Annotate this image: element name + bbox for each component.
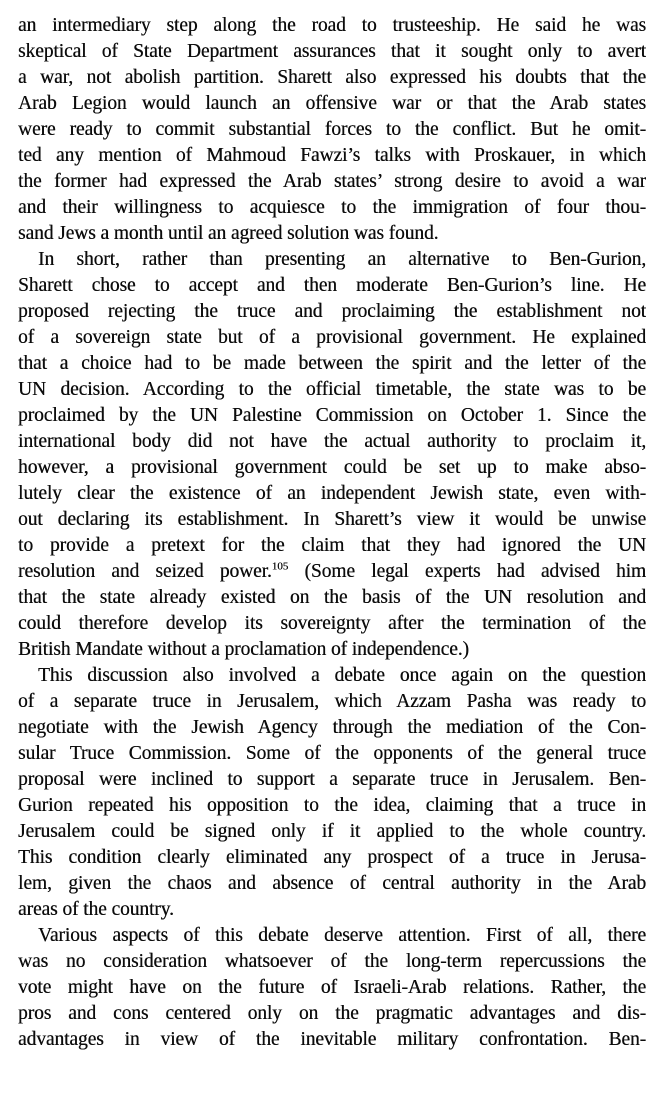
text-line: out declaring its establishment. In Sharett’s view it would be unwise [18, 509, 646, 530]
text-line: Sharett chose to accept and then moderate Ben-Gurion’s line. He [18, 275, 646, 296]
text-segment: resolution and seized power. [18, 561, 272, 582]
footnote-ref: 105 [271, 560, 289, 573]
text-line: In short, rather than presenting an alternative to Ben-Gurion, [38, 249, 646, 270]
text-line: proposal were inclined to support a separate truce in Jerusalem. Ben- [18, 769, 646, 790]
text-line-with-footnote-ref [18, 559, 646, 585]
text-line: skeptical of State Department assurances that it sought only to avert [18, 41, 646, 62]
text-line: however, a provisional government could be set up to make abso- [18, 457, 646, 478]
text-line: was no consideration whatsoever of the long-term repercussions the [18, 951, 646, 972]
text-line: proclaimed by the UN Palestine Commission on October 1. Since the [18, 405, 646, 426]
paragraph [18, 247, 646, 663]
text-line: of a separate truce in Jerusalem, which Azzam Pasha was ready to [18, 691, 646, 712]
text-line: that a choice had to be made between the spirit and the letter of the [18, 353, 646, 374]
text-line: advantages in view of the inevitable military confrontation. Ben- [18, 1029, 646, 1050]
text-line: could therefore develop its sovereignty after the termination of the [18, 613, 646, 634]
text-line: Gurion repeated his opposition to the idea, claiming that a truce in [18, 795, 646, 816]
text-line: to provide a pretext for the claim that they had ignored the UN [18, 535, 646, 556]
text-line: Jerusalem could be signed only if it applied to the whole country. [18, 821, 646, 842]
text-line: lutely clear the existence of an independent Jewish state, even with- [18, 483, 646, 504]
text-segment: (Some legal experts had advised him [288, 561, 646, 582]
text-line: vote might have on the future of Israeli-Arab relations. Rather, the [18, 977, 646, 998]
paragraph [18, 923, 646, 1053]
text-line: of a sovereign state but of a provisional government. He explained [18, 327, 646, 348]
text-line: negotiate with the Jewish Agency through the mediation of the Con- [18, 717, 646, 738]
text-line: an intermediary step along the road to trusteeship. He said he was [18, 15, 646, 36]
text-line: that the state already existed on the basis of the UN resolution and [18, 587, 646, 608]
text-line: areas of the country. [18, 899, 174, 920]
text-line: sular Truce Commission. Some of the opponents of the general truce [18, 743, 646, 764]
text-line: ted any mention of Mahmoud Fawzi’s talks with Proskauer, in which [18, 145, 646, 166]
paragraph [18, 663, 646, 923]
text-line: British Mandate without a proclamation of independence.) [18, 639, 469, 660]
text-line: international body did not have the actual authority to proclaim it, [18, 431, 646, 452]
text-line: This discussion also involved a debate once again on the question [38, 665, 646, 686]
text-line: lem, given the chaos and absence of central authority in the Arab [18, 873, 646, 894]
text-line: UN decision. According to the official timetable, the state was to be [18, 379, 646, 400]
text-line: the former had expressed the Arab states’ strong desire to avoid a war [18, 171, 646, 192]
text-line: pros and cons centered only on the pragmatic advantages and dis- [18, 1003, 646, 1024]
text-line: Arab Legion would launch an offensive war or that the Arab states [18, 93, 646, 114]
paragraph [18, 13, 646, 247]
text-line: were ready to commit substantial forces to the conflict. But he omit- [18, 119, 646, 140]
text-line: a war, not abolish partition. Sharett also expressed his doubts that the [18, 67, 646, 88]
text-line: and their willingness to acquiesce to the immigration of four thou- [18, 197, 646, 218]
text-line: sand Jews a month until an agreed solution was found. [18, 223, 439, 244]
text-line: proposed rejecting the truce and proclaiming the establishment not [18, 301, 646, 322]
text-line: This condition clearly eliminated any prospect of a truce in Jerusa- [18, 847, 646, 868]
text-line: Various aspects of this debate deserve attention. First of all, there [38, 925, 646, 946]
